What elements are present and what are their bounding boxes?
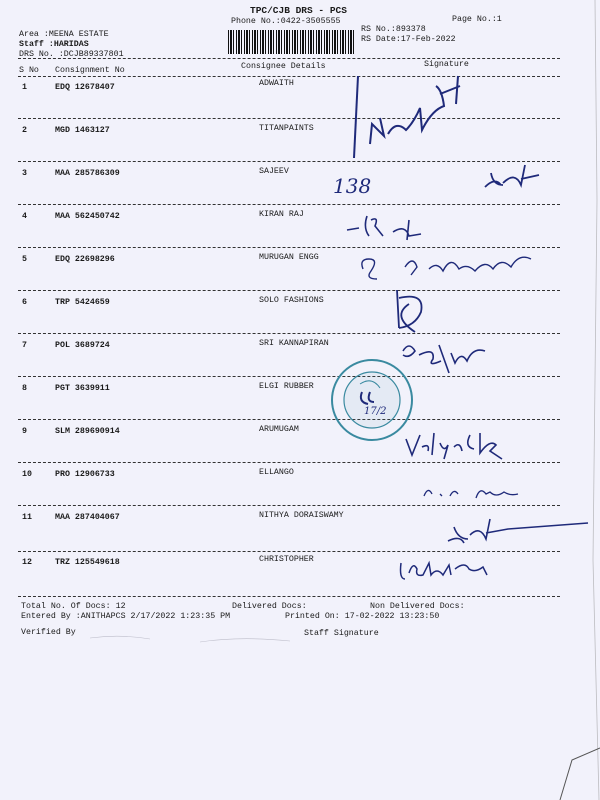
row-sno: 11: [22, 513, 32, 522]
area-label: Area :MEENA ESTATE: [19, 30, 109, 39]
handwritten-number: 138: [333, 174, 372, 198]
row-consignee: SRI KANNAPIRAN: [259, 339, 329, 348]
row-consignee: ARUMUGAM: [259, 425, 299, 434]
divider: [18, 596, 560, 597]
row-consignment: POL 3689724: [55, 341, 110, 350]
divider: [18, 419, 560, 420]
row-consignee: TITANPAINTS: [259, 124, 314, 133]
row-consignment: MGD 1463127: [55, 126, 110, 135]
row-sno: 1: [22, 83, 27, 92]
scan-edge: [555, 0, 600, 800]
barcode: [228, 30, 356, 54]
row-consignee: ELGI RUBBER: [259, 382, 314, 391]
divider: [18, 204, 560, 205]
signature-row4: [345, 210, 465, 245]
row-sno: 3: [22, 169, 27, 178]
delivered-docs: Delivered Docs:: [232, 602, 307, 611]
divider: [18, 333, 560, 334]
row-consignment: TRZ 125549618: [55, 558, 120, 567]
verified-by: Verified By: [21, 628, 76, 637]
row-consignment: SLM 289690914: [55, 427, 120, 436]
col-consignment: Consignment No: [55, 66, 125, 75]
row-consignment: MAA 285786309: [55, 169, 120, 178]
row-consignee: KIRAN RAJ: [259, 210, 304, 219]
row-sno: 2: [22, 126, 27, 135]
staff-label: Staff :HARIDAS: [19, 40, 89, 49]
signature-row1-2: [340, 70, 480, 165]
divider: [18, 290, 560, 291]
row-sno: 4: [22, 212, 27, 221]
staff-signature-label: Staff Signature: [304, 629, 379, 638]
stamp-date: 17/2: [364, 406, 387, 417]
divider: [18, 551, 560, 552]
signature-row5: [355, 245, 545, 285]
signature-row9: [400, 425, 520, 465]
signature-row6: [385, 286, 435, 336]
row-consignee: SAJEEV: [259, 167, 289, 176]
row-consignment: PRO 12906733: [55, 470, 115, 479]
row-consignment: MAA 562450742: [55, 212, 120, 221]
row-consignee: MURUGAN ENGG: [259, 253, 319, 262]
signature-row3: [325, 155, 545, 200]
row-sno: 6: [22, 298, 27, 307]
row-consignee: ADWAITH: [259, 79, 294, 88]
row-sno: 7: [22, 341, 27, 350]
row-sno: 5: [22, 255, 27, 264]
row-consignment: MAA 287404067: [55, 513, 120, 522]
row-consignment: EDQ 12678407: [55, 83, 115, 92]
signature-row10: [420, 478, 530, 504]
rs-date: RS Date:17-Feb-2022: [361, 35, 456, 44]
col-signature: Signature: [424, 60, 469, 69]
signature-row12: [395, 555, 495, 585]
non-delivered-docs: Non Delivered Docs:: [370, 602, 465, 611]
row-consignee: ELLANGO: [259, 468, 294, 477]
torn-corner: [520, 740, 600, 800]
total-docs: Total No. Of Docs: 12: [21, 602, 126, 611]
page-number: Page No.:1: [452, 15, 502, 24]
row-consignee: SOLO FASHIONS: [259, 296, 324, 305]
col-consignee: Consignee Details: [241, 62, 326, 71]
divider: [18, 58, 560, 59]
row-consignment: EDQ 22698296: [55, 255, 115, 264]
phone-number: Phone No.:0422-3505555: [231, 17, 341, 26]
entered-by: Entered By :ANITHAPCS 2/17/2022 1:23:35 PM: [21, 612, 231, 621]
row-sno: 12: [22, 558, 32, 567]
printed-on: Printed On: 17-02-2022 13:23:50: [285, 612, 440, 621]
rs-number: RS No.:893378: [361, 25, 426, 34]
row-consignment: TRP 5424659: [55, 298, 110, 307]
row-sno: 9: [22, 427, 27, 436]
row-consignment: PGT 3639911: [55, 384, 110, 393]
faint-scan-marks: [80, 630, 380, 650]
row-consignee: CHRISTOPHER: [259, 555, 314, 564]
document-title: TPC/CJB DRS - PCS: [250, 5, 347, 16]
col-sno: S No: [19, 66, 39, 75]
row-sno: 10: [22, 470, 32, 479]
row-consignee: NITHYA DORAISWAMY: [259, 511, 344, 520]
row-sno: 8: [22, 384, 27, 393]
drs-number: DRS No. :DCJB89337801: [19, 50, 124, 59]
